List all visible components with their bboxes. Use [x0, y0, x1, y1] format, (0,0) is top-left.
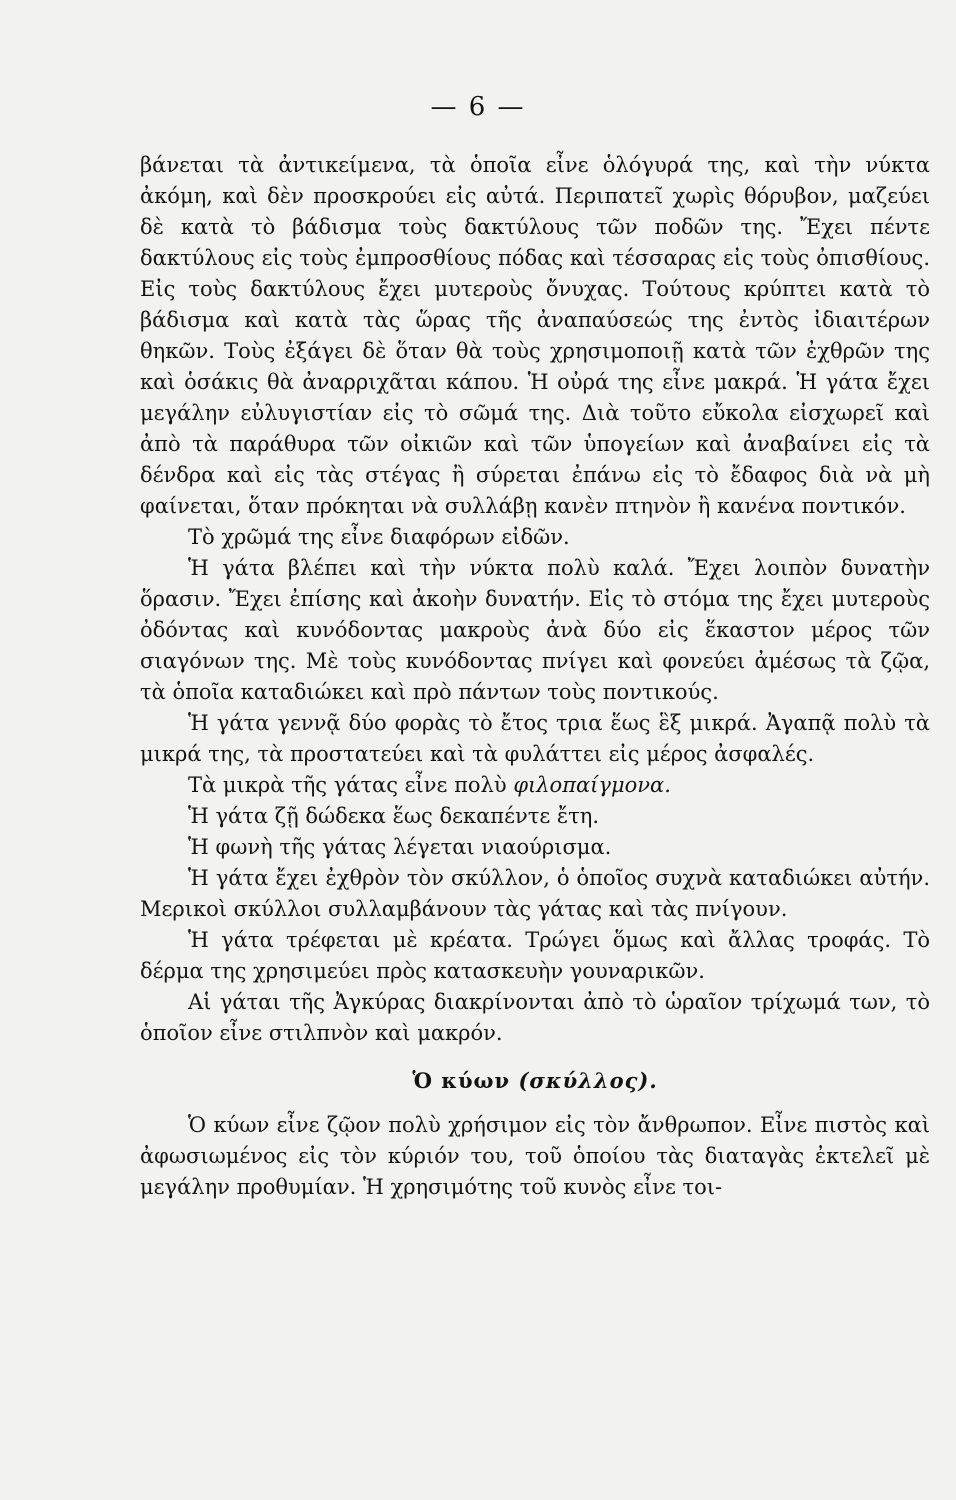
- paragraph-cat-voice: Ἡ φωνὴ τῆς γάτας λέγεται νιαούρισμα.: [188, 835, 612, 859]
- paragraph-dog-intro: Ὁ κύων εἶνε ζῷον πολὺ χρήσιμον εἰς τὸν ἄνθρωπον. Εἶνε πιστὸς καὶ ἀφωσιωμένος εἰς τὸν κύριόν του, τοῦ ὁποίου τὰς διαταγὰς ἐκτελεῖ μὲ μεγάλην προθυμίαν. Ἡ χρησιμότης τοῦ κυνὸς εἶνε τοι-: [140, 1113, 930, 1199]
- paragraph-cat-kittens-text: Τὰ μικρὰ τῆς γάτας εἶνε πολὺ: [188, 773, 514, 797]
- paragraph-cat-food: Ἡ γάτα τρέφεται μὲ κρέατα. Τρώγει ὅμως καὶ ἄλλας τροφάς. Τὸ δέρμα της χρησιμεύει πρὸς κατασκευὴν γουναρικῶν.: [140, 928, 930, 983]
- section-heading-main: Ὁ κύων: [412, 1068, 519, 1093]
- paragraph-cat-offspring: Ἡ γάτα γεννᾷ δύο φορὰς τὸ ἔτος τρια ἕως ἓξ μικρά. Ἀγαπᾷ πολὺ τὰ μικρά της, τὰ προστατεύει καὶ τὰ φυλάττει εἰς μέρος ἀσφαλές.: [140, 711, 930, 766]
- page-body-text: [140, 150, 930, 1203]
- section-heading-dog: [140, 1065, 930, 1096]
- paragraph-cat-kittens: [140, 770, 930, 801]
- paragraph-cat-kittens-italic: φιλοπαίγμονα.: [513, 773, 671, 797]
- paragraph-angora-cats: Αἱ γάται τῆς Ἀγκύρας διακρίνονται ἀπὸ τὸ ὡραῖον τρίχωμά των, τὸ ὁποῖον εἶνε στιλπνὸν καὶ μακρόν.: [140, 990, 930, 1045]
- section-heading-parenthetical: (σκύλλος).: [518, 1068, 658, 1093]
- paragraph-cat-senses: Ἡ γάτα βλέπει καὶ τὴν νύκτα πολὺ καλά. Ἔχει λοιπὸν δυνατὴν ὅρασιν. Ἔχει ἐπίσης καὶ ἀκοὴν δυνατήν. Εἰς τὸ στόμα της ἔχει μυτεροὺς ὀδόντας καὶ κυνόδοντας μακροὺς ἀνὰ δύο εἰς ἕκαστον μέρος τῶν σιαγόνων της. Μὲ τοὺς κυνόδοντας πνίγει καὶ φονεύει ἀμέσως τὰ ζῷα, τὰ ὁποῖα καταδιώκει καὶ πρὸ πάντων τοὺς ποντικούς.: [140, 556, 930, 704]
- paragraph-cat-enemy: Ἡ γάτα ἔχει ἐχθρὸν τὸν σκύλλον, ὁ ὁποῖος συχνὰ καταδιώκει αὐτήν. Μερικοὶ σκύλλοι συλλαμβάνουν τὰς γάτας καὶ τὰς πνίγουν.: [140, 866, 930, 921]
- paragraph-cat-anatomy: βάνεται τὰ ἀντικείμενα, τὰ ὁποῖα εἶνε ὁλόγυρά της, καὶ τὴν νύκτα ἀκόμη, καὶ δὲν προσκρούει εἰς αὐτά. Περιπατεῖ χωρὶς θόρυβον, μαζεύει δὲ κατὰ τὸ βάδισμα τοὺς δακτύλους τῶν ποδῶν της. Ἔχει πέντε δακτύλους εἰς τοὺς ἐμπροσθίους πόδας καὶ τέσσαρας εἰς τοὺς ὀπισθίους. Εἰς τοὺς δακτύλους ἔχει μυτεροὺς ὄνυχας. Τούτους κρύπτει κατὰ τὸ βάδισμα καὶ κατὰ τὰς ὥρας τῆς ἀναπαύσεώς της ἐντὸς ἰδιαιτέρων θηκῶν. Τοὺς ἐξάγει δὲ ὅταν θὰ τοὺς χρησιμοποιῇ κατὰ τῶν ἐχθρῶν της καὶ ὁσάκις θὰ ἀναρριχᾶται κάπου. Ἡ οὐρά της εἶνε μακρά. Ἡ γάτα ἔχει μεγάλην εὐλυγιστίαν εἰς τὸ σῶμά της. Διὰ τοῦτο εὔκολα εἰσχωρεῖ καὶ ἀπὸ τὰ παράθυρα τῶν οἰκιῶν καὶ τῶν ὑπογείων καὶ ἀναβαίνει εἰς τὰ δένδρα καὶ εἰς τὰς στέγας ἢ σύρεται ἐπάνω εἰς τὸ ἔδαφος διὰ νὰ μὴ φαίνεται, ὅταν πρόκηται νὰ συλλάβῃ κανὲν πτηνὸν ἢ κανένα ποντικόν.: [140, 153, 930, 518]
- paragraph-cat-lifespan: Ἡ γάτα ζῇ δώδεκα ἕως δεκαπέντε ἔτη.: [188, 804, 600, 828]
- page-number: — 6 —: [430, 92, 526, 122]
- paragraph-cat-color: Τὸ χρῶμά της εἶνε διαφόρων εἰδῶν.: [188, 525, 570, 549]
